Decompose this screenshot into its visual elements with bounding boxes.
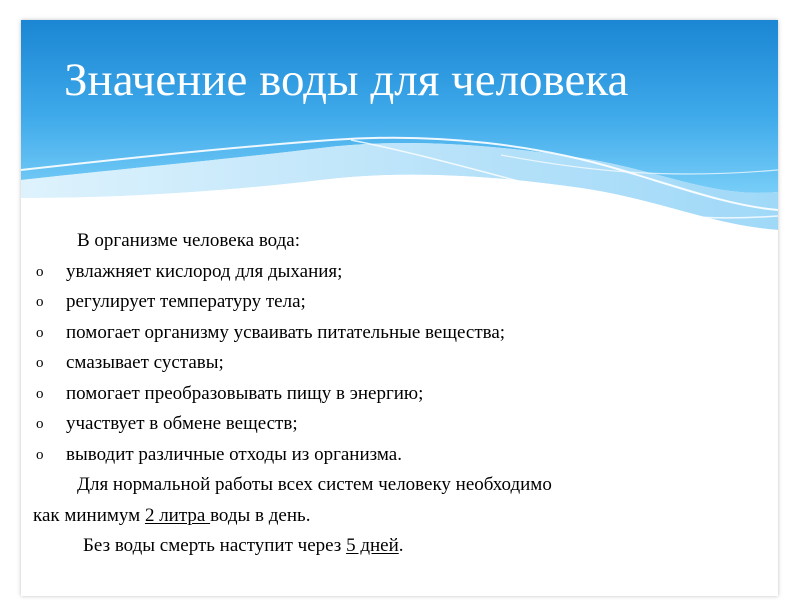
list-item: [33, 379, 768, 410]
list-item: [33, 440, 768, 471]
paragraph-norm-prefix: как минимум: [33, 504, 145, 526]
days-underlined: 5 дней: [346, 535, 399, 556]
slide-header-banner: [21, 20, 778, 245]
list-item: [33, 409, 768, 440]
list-item-text: помогает организму усваивать питательные вещества;: [66, 321, 506, 343]
list-item: [33, 257, 768, 288]
paragraph-death-suffix: .: [398, 535, 404, 556]
page-title: Значение воды для человека: [64, 54, 629, 106]
list-item: [33, 318, 768, 349]
bullet-circle-icon: o: [36, 416, 44, 432]
water-amount-underlined: 2 литра: [144, 504, 211, 526]
intro-line: В организме человека вода:: [77, 230, 300, 251]
paragraph-death-prefix: Без воды смерть наступит через: [83, 535, 347, 556]
bullet-circle-icon: o: [36, 263, 44, 280]
slide-body: [33, 226, 768, 562]
bullet-circle-icon: o: [36, 294, 44, 310]
list-item-text: выводит различные отходы из организма.: [66, 443, 402, 465]
paragraph-norm-line-1: Для нормальной работы всех систем человеку необходимо: [77, 474, 552, 495]
bullet-circle-icon: o: [36, 324, 44, 341]
list-item-text: участвует в обмене веществ;: [66, 413, 298, 434]
bullet-circle-icon: o: [36, 385, 44, 402]
bullet-circle-icon: o: [36, 446, 44, 463]
paragraph-norm-suffix: воды в день.: [210, 504, 311, 526]
paragraph-death-line: [33, 531, 768, 562]
list-item-text: увлажняет кислород для дыхания;: [66, 260, 343, 282]
list-item: [33, 287, 768, 318]
list-item-text: регулирует температуру тела;: [66, 291, 306, 312]
bullet-circle-icon: o: [36, 355, 44, 371]
slide: [21, 20, 778, 596]
list-item: [33, 348, 768, 379]
list-item-text: помогает преобразовывать пищу в энергию;: [66, 382, 424, 404]
list-item-text: смазывает суставы;: [66, 352, 224, 373]
paragraph-norm-line-2: [33, 501, 768, 532]
